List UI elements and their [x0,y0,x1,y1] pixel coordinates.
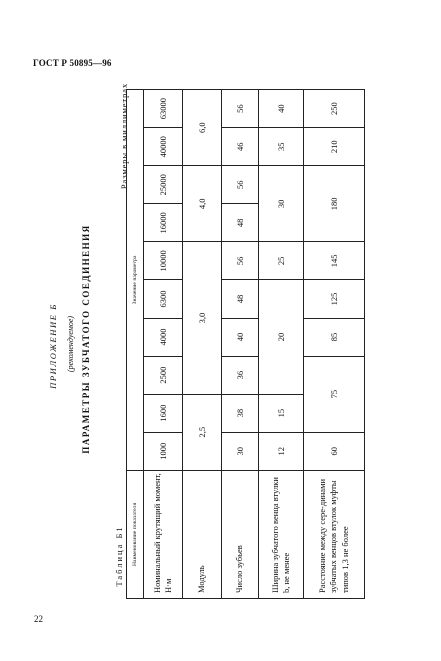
torque-cell: 16000 [144,204,183,242]
row-label-torque: Номинальный крутящий момент, Н·м [144,470,183,598]
distance-cell: 125 [304,280,365,318]
torque-cell: 10000 [144,242,183,280]
width-cell: 20 [259,280,304,394]
table-header-row [127,90,144,599]
width-cell: 12 [259,432,304,470]
row-label-teeth: Число зубьев [222,470,259,598]
teeth-cell: 36 [222,356,259,394]
parameters-table-container [126,89,364,599]
table-row-module [183,90,222,599]
torque-cell: 1600 [144,394,183,432]
teeth-cell: 40 [222,318,259,356]
distance-cell: 210 [304,128,365,166]
width-cell: 35 [259,128,304,166]
module-cell: 6,0 [183,90,222,166]
teeth-cell: 48 [222,204,259,242]
width-cell: 30 [259,166,304,242]
table-row-distance [304,90,365,599]
teeth-cell: 46 [222,128,259,166]
header-values: Значение параметра [127,90,144,471]
module-cell: 2,5 [183,394,222,470]
torque-cell: 2500 [144,356,183,394]
torque-cell: 1000 [144,432,183,470]
distance-cell: 85 [304,318,365,356]
teeth-cell: 48 [222,280,259,318]
document-header: ГОСТ Р 50895—96 [33,58,112,68]
section-title: ПАРАМЕТРЫ ЗУБЧАТОГО СОЕДИНЕНИЯ [81,224,91,454]
row-label-width: Ширина зубчатого венца втулки b, не менее [259,470,304,598]
row-label-module: Модуль [183,470,222,598]
torque-cell: 63000 [144,90,183,128]
module-cell: 3,0 [183,242,222,394]
distance-cell: 75 [304,356,365,432]
appendix-note: (рекомендуемое) [66,315,75,373]
appendix-title: ПРИЛОЖЕНИЕ Б [48,303,58,389]
header-name: Наименование показателя [127,470,144,598]
table-label: Таблица Б1 [114,525,124,587]
distance-cell: 250 [304,90,365,128]
teeth-cell: 30 [222,432,259,470]
table-row-torque [144,90,183,599]
table-row-teeth [222,90,259,599]
distance-cell: 60 [304,432,365,470]
table-row-width [259,90,304,599]
parameters-table [126,89,365,599]
torque-cell: 4000 [144,318,183,356]
units-note: Размеры в миллиметрах [119,82,129,190]
torque-cell: 40000 [144,128,183,166]
width-cell: 25 [259,242,304,280]
teeth-cell: 56 [222,90,259,128]
teeth-cell: 38 [222,394,259,432]
page-number: 22 [34,614,43,624]
distance-cell: 180 [304,166,365,242]
row-label-distance: Расстояние между сере-динами зубчатых венцов втулок муфты типов 1,3 не более [304,470,365,598]
module-cell: 4,0 [183,166,222,242]
width-cell: 40 [259,90,304,128]
torque-cell: 25000 [144,166,183,204]
distance-cell: 145 [304,242,365,280]
teeth-cell: 56 [222,242,259,280]
teeth-cell: 56 [222,166,259,204]
width-cell: 15 [259,394,304,432]
torque-cell: 6300 [144,280,183,318]
